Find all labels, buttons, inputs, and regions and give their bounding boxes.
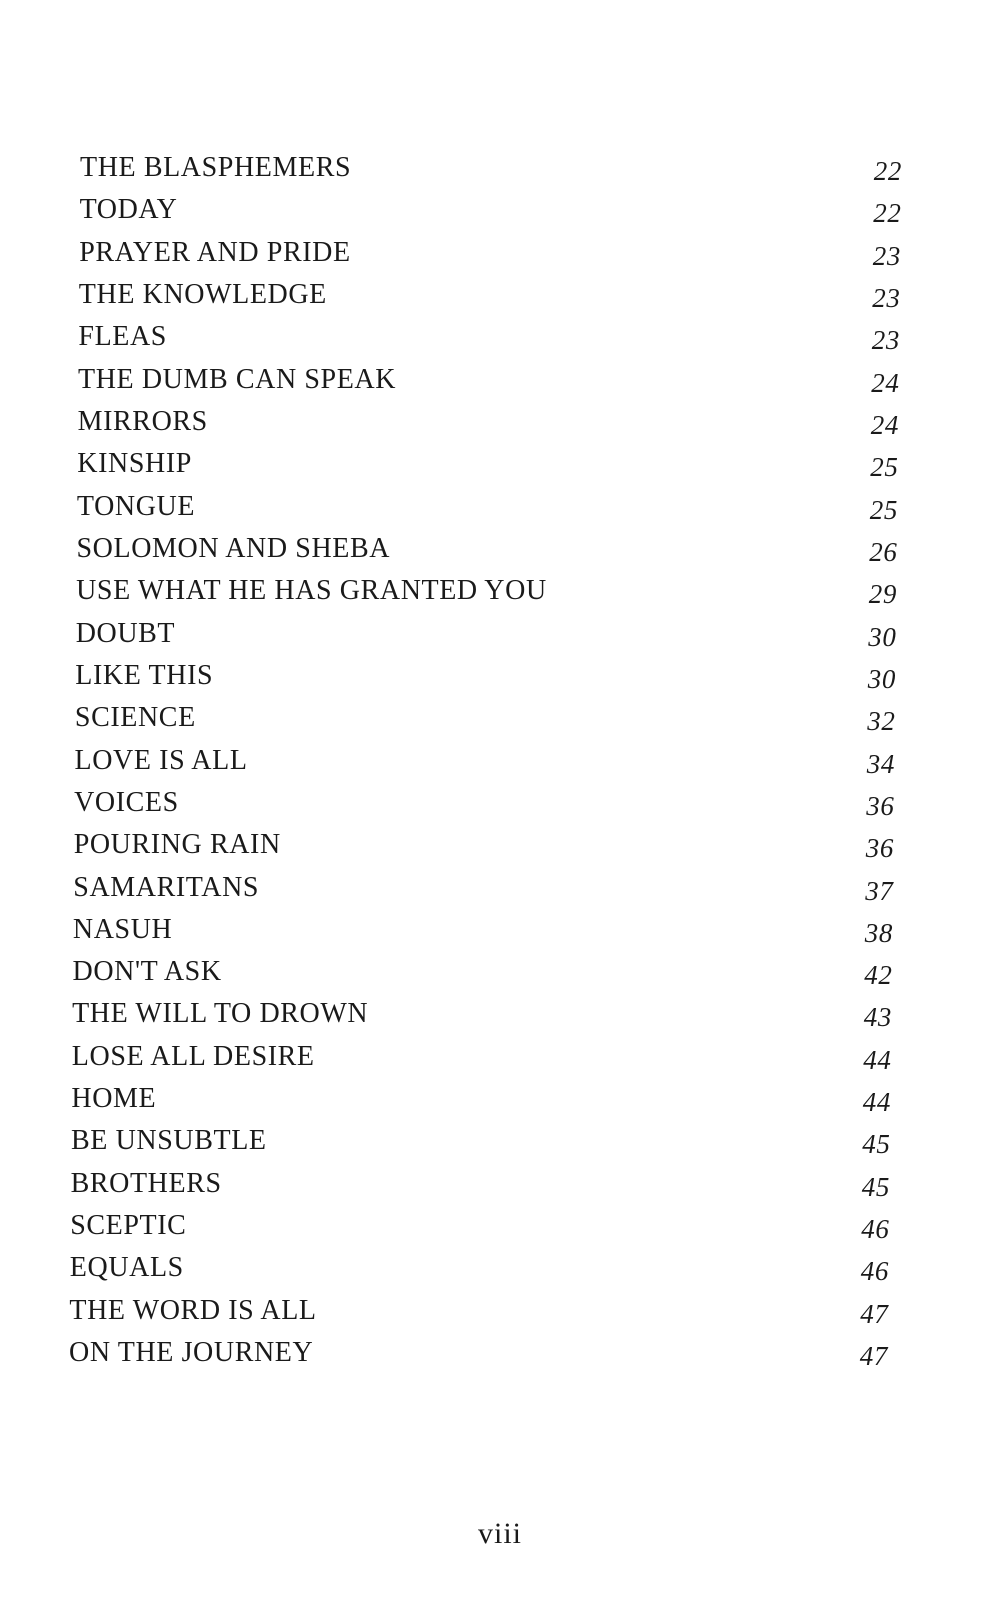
toc-entry-page: 46 [861,1214,890,1244]
toc-entry [0,868,1000,908]
toc-entry [0,571,1000,611]
toc-entry [0,1248,1000,1288]
toc-entry-title: LOVE IS ALL [74,744,248,776]
toc-entry-page: 26 [869,536,898,567]
toc-entry [0,1121,1000,1161]
toc-entry [0,148,1000,188]
toc-entry-page: 47 [859,1341,888,1371]
toc-entry [0,1079,1000,1119]
toc-entry [0,487,1000,527]
toc-entry [0,825,1000,865]
toc-entry [0,190,1000,230]
toc-entry [0,1037,1000,1077]
toc-entry-page: 29 [868,579,897,610]
toc-entry-title: SOLOMON AND SHEBA [76,532,391,564]
toc-entry-page: 24 [870,409,899,440]
toc-entry [0,402,1000,442]
toc-entry-title: KINSHIP [77,448,192,480]
toc-entry-page: 32 [867,706,896,737]
toc-entry-page: 25 [869,494,898,525]
toc-entry [0,783,1000,823]
toc-entry [0,317,1000,357]
toc-entry-title: ON THE JOURNEY [69,1337,314,1368]
toc-entry-page: 36 [866,790,895,821]
toc-entry [0,994,1000,1034]
toc-entry-title: USE WHAT HE HAS GRANTED YOU [76,575,547,607]
toc-entry [0,1291,1000,1331]
toc-entry-page: 30 [867,663,896,694]
toc-entry [0,233,1000,273]
toc-entry-title: SCEPTIC [70,1210,187,1241]
toc-entry-page: 42 [864,960,893,991]
toc-entry-page: 25 [870,452,899,483]
toc-entry-title: MIRRORS [77,405,208,437]
toc-entry-title: BE UNSUBTLE [71,1125,267,1157]
toc-entry-page: 22 [873,198,902,229]
toc-entry [0,444,1000,484]
toc-entry-page: 37 [865,875,894,906]
toc-entry-page: 23 [872,240,901,271]
toc-entry-page: 43 [863,1002,892,1033]
toc-entry [0,275,1000,315]
toc-entry-page: 30 [868,621,897,652]
toc-entry-title: HOME [71,1083,157,1115]
toc-entry-title: NASUH [72,913,173,945]
toc-entry-page: 36 [865,833,894,864]
toc-entry-title: LOSE ALL DESIRE [71,1040,315,1072]
toc-entry-title: DON'T ASK [72,956,222,988]
toc-entry-page: 44 [862,1087,891,1118]
toc-entry-page: 22 [873,156,902,186]
toc-entry [0,910,1000,950]
toc-entry [0,614,1000,654]
toc-entry [0,1164,1000,1204]
toc-entry [0,698,1000,738]
toc-entry-page: 38 [864,917,893,948]
toc-entry-title: DOUBT [75,617,176,649]
toc-entry-page: 46 [860,1256,889,1287]
page-number: viii [477,1517,522,1550]
toc-entry-title: POURING RAIN [73,829,281,861]
toc-entry [0,529,1000,569]
toc-entry-page: 23 [871,325,900,356]
toc-entry-title: THE KNOWLEDGE [78,279,327,310]
toc-entry-title: FLEAS [78,321,167,353]
toc-entry [0,1206,1000,1246]
toc-entry-page: 24 [871,367,900,398]
toc-entry [0,741,1000,781]
toc-entry [0,360,1000,400]
toc-entry-title: SCIENCE [74,702,196,734]
toc-entry-title: THE BLASPHEMERS [80,152,352,183]
toc-entry-title: BROTHERS [70,1167,222,1199]
toc-entry-page: 45 [862,1129,891,1160]
toc-entry-title: TODAY [79,194,178,226]
toc-entry-page: 47 [860,1298,889,1329]
toc-entry-title: VOICES [74,786,179,818]
toc-entry-page: 23 [872,283,901,313]
toc-entry [0,1333,1000,1373]
toc-entry-title: EQUALS [69,1252,184,1284]
toc-entry-title: LIKE THIS [75,659,214,691]
toc-entry-page: 34 [866,748,895,779]
toc-entry-title: SAMARITANS [73,871,260,903]
toc-entry-title: TONGUE [76,490,196,522]
toc-entry-title: PRAYER AND PRIDE [79,236,351,268]
toc-entry-title: THE DUMB CAN SPEAK [78,363,397,395]
toc-entry-page: 44 [863,1044,892,1075]
toc-entry [0,656,1000,696]
toc-entry-title: THE WILL TO DROWN [72,998,369,1030]
toc-entry-title: THE WORD IS ALL [69,1294,317,1326]
toc-entry [0,952,1000,992]
toc-entry-page: 45 [861,1171,890,1202]
